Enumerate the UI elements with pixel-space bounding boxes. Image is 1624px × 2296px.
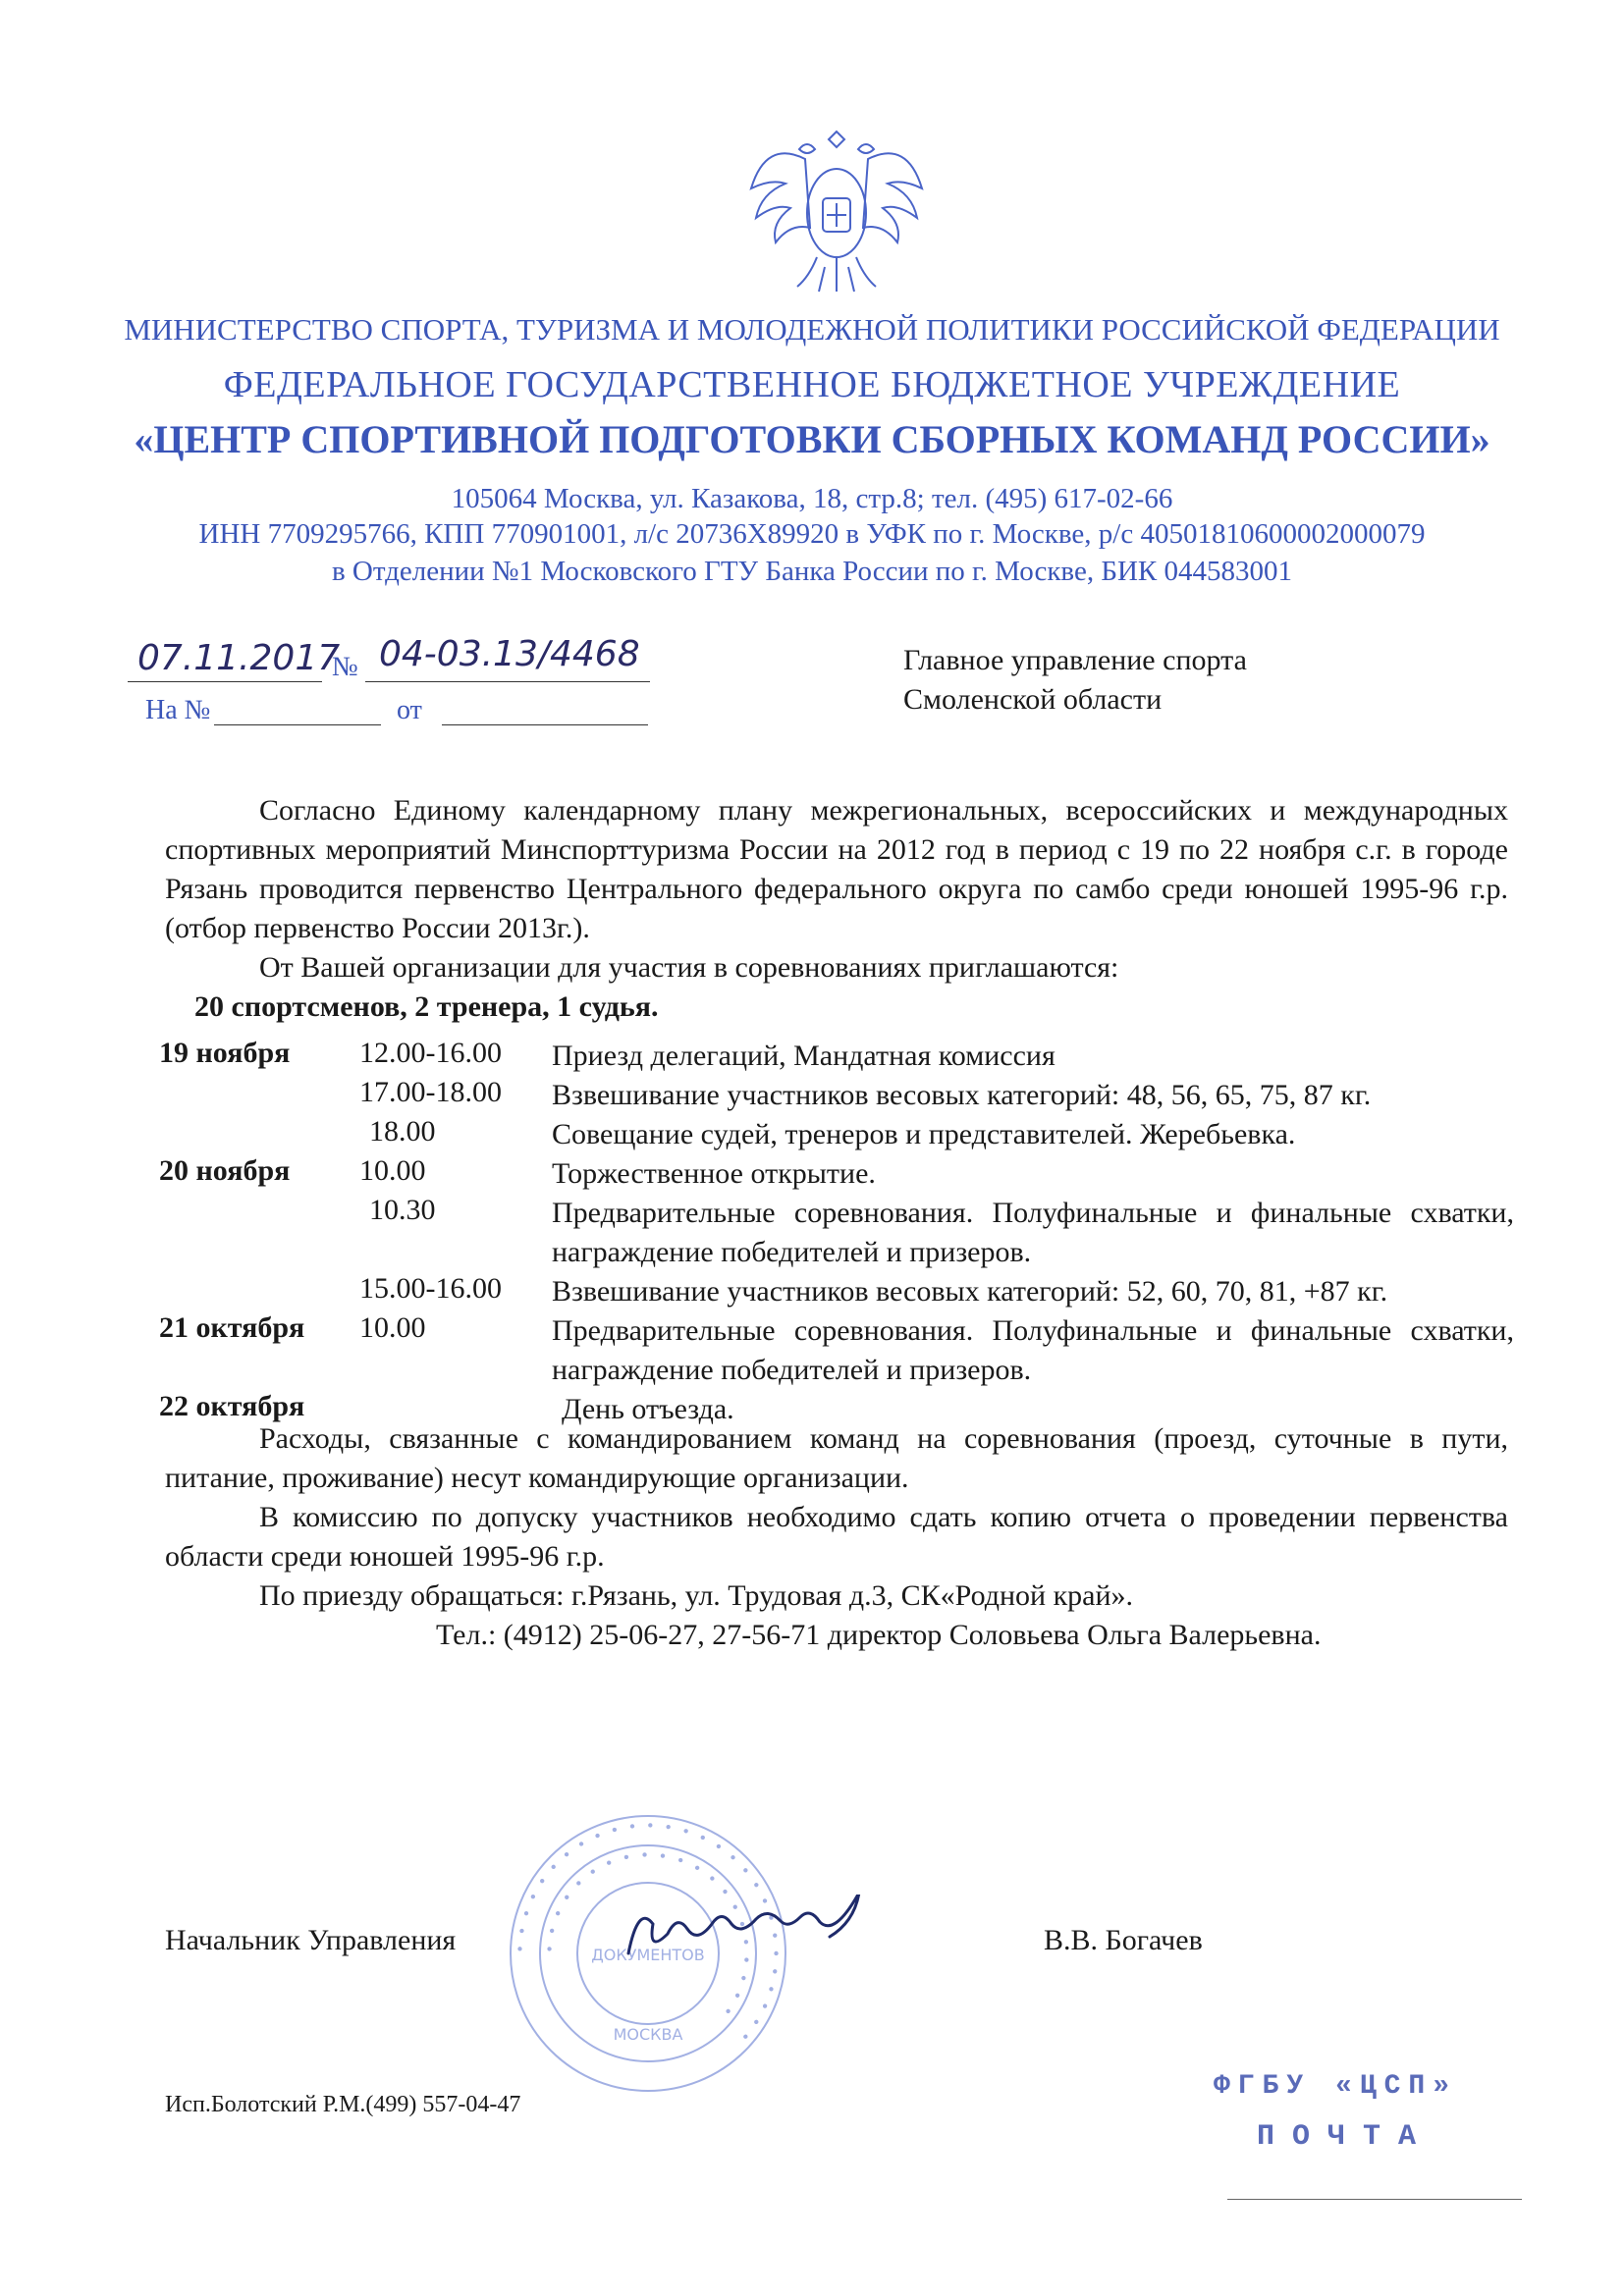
stamp-center-text: ДОКУМЕНТОВ bbox=[591, 1946, 705, 1964]
handwritten-signature bbox=[619, 1895, 884, 1973]
signatory-title: Начальник Управления bbox=[165, 1924, 457, 1956]
institution-name: «ЦЕНТР СПОРТИВНОЙ ПОДГОТОВКИ СБОРНЫХ КОМАНД РОССИИ» bbox=[134, 417, 1490, 461]
schedule-time: 10.00 bbox=[359, 1154, 426, 1187]
schedule-description: День отъезда. bbox=[562, 1393, 734, 1425]
event-schedule bbox=[159, 1037, 1514, 1429]
institution-type: ФЕДЕРАЛЬНОЕ ГОСУДАРСТВЕННОЕ БЮДЖЕТНОЕ УЧРЕЖДЕНИЕ bbox=[223, 364, 1401, 405]
participants-count: 20 спортсменов, 2 тренера, 1 судья. bbox=[194, 990, 659, 1023]
schedule-date: 22 октября bbox=[159, 1390, 305, 1422]
ministry-name: МИНИСТЕРСТВО СПОРТА, ТУРИЗМА И МОЛОДЕЖНОЙ ПОЛИТИКИ РОССИЙСКОЙ ФЕДЕРАЦИИ bbox=[124, 312, 1500, 347]
schedule-description: Приезд делегаций, Мандатная комиссия bbox=[552, 1040, 1056, 1072]
bank-requisites-line1: ИНН 7709295766, КПП 770901001, л/с 20736Х89920 в УФК по г. Москве, р/с 40501810600002000079 bbox=[198, 518, 1426, 550]
schedule-row bbox=[159, 1154, 1514, 1194]
contact-phone: Тел.: (4912) 25-06-27, 27-56-71 директор Соловьева Ольга Валерьевна. bbox=[436, 1619, 1322, 1651]
schedule-description: Предварительные соревнования. Полуфинальные и финальные схватки, награждение победителей и призеров. bbox=[552, 1314, 1514, 1386]
outgoing-date: 07.11.2017 bbox=[137, 638, 341, 678]
from-label: от bbox=[397, 695, 422, 725]
schedule-date: 20 ноября bbox=[159, 1154, 291, 1187]
svg-text:• • • • • • • • • • • • • • •: • • • • • • • • • • • • • • • • • • • • • bbox=[540, 1845, 756, 2022]
schedule-row bbox=[159, 1194, 1514, 1272]
commission-paragraph: В комиссию по допуску участников необходимо сдать копию отчета о проведении первенства области среди юношей 1995-96 г.р. bbox=[165, 1501, 1508, 1573]
reply-to-label: На № bbox=[145, 695, 211, 725]
coat-of-arms-emblem bbox=[746, 120, 927, 301]
schedule-date: 21 октября bbox=[159, 1311, 305, 1344]
addressee-line2: Смоленской области bbox=[903, 683, 1163, 716]
schedule-time: 17.00-18.00 bbox=[359, 1076, 502, 1108]
schedule-row bbox=[159, 1272, 1514, 1311]
schedule-description: Совещание судей, тренеров и представителей. Жеребьевка. bbox=[552, 1118, 1296, 1150]
schedule-time: 12.00-16.00 bbox=[359, 1037, 502, 1069]
schedule-description: Взвешивание участников весовых категорий: 52, 60, 70, 81, +87 кг. bbox=[552, 1275, 1388, 1308]
closing-section bbox=[165, 1419, 1508, 1655]
signatory-name: В.В. Богачев bbox=[1044, 1924, 1203, 1956]
invitation-paragraph: От Вашей организации для участия в соревнованиях приглашаются: bbox=[259, 951, 1119, 984]
executor-contact: Исп.Болотский Р.М.(499) 557-04-47 bbox=[165, 2092, 521, 2117]
svg-text:• • • • • • • • • • • • • • •: • • • • • • • • • • • • • • • • • • • • • • • • • • • • bbox=[511, 1816, 785, 2048]
number-label: № bbox=[332, 652, 358, 682]
postmark-line1: ФГБУ «ЦСП» bbox=[1214, 2071, 1458, 2102]
schedule-row bbox=[159, 1115, 1514, 1154]
schedule-row bbox=[159, 1311, 1514, 1390]
expenses-paragraph: Расходы, связанные с командированием команд на соревнования (проезд, суточные в пути, питание, проживание) несут командирующие организации. bbox=[165, 1422, 1508, 1494]
contact-paragraph: По приезду обращаться: г.Рязань, ул. Трудовая д.3, СК«Родной край». bbox=[259, 1579, 1134, 1612]
addressee-line1: Главное управление спорта bbox=[903, 644, 1247, 676]
incoming-mail-postmark bbox=[1208, 2071, 1542, 2209]
schedule-row bbox=[159, 1076, 1514, 1115]
bank-requisites-line2: в Отделении №1 Московского ГТУ Банка России по г. Москве, БИК 044583001 bbox=[331, 556, 1293, 587]
intro-paragraph: Согласно Единому календарному плану межрегиональных, всероссийских и международных спортивных мероприятий Минспорттуризма России на 2012 год в период с 19 по 22 ноября с.г. в городе Рязань проводится первенство Центрального федерального округа по самбо среди юношей 1995-96 г.р. (отбор первенство России 2013г.). bbox=[165, 794, 1508, 944]
stamp-bottom-text: МОСКВА bbox=[613, 2025, 683, 2044]
schedule-time: 18.00 bbox=[369, 1115, 436, 1148]
schedule-description: Взвешивание участников весовых категорий: 48, 56, 65, 75, 87 кг. bbox=[552, 1079, 1372, 1111]
schedule-time: 15.00-16.00 bbox=[359, 1272, 502, 1305]
schedule-description: Предварительные соревнования. Полуфинальные и финальные схватки, награждение победителей и призеров. bbox=[552, 1197, 1514, 1268]
schedule-description: Торжественное открытие. bbox=[552, 1157, 876, 1190]
postmark-line2: ПОЧТА bbox=[1257, 2120, 1435, 2154]
schedule-date: 19 ноября bbox=[159, 1037, 291, 1069]
letter-body bbox=[165, 791, 1508, 1027]
schedule-time: 10.30 bbox=[369, 1194, 436, 1226]
institution-address: 105064 Москва, ул. Казакова, 18, стр.8; тел. (495) 617-02-66 bbox=[451, 483, 1173, 514]
schedule-row bbox=[159, 1037, 1514, 1076]
outgoing-number: 04-03.13/4468 bbox=[379, 634, 640, 674]
schedule-time: 10.00 bbox=[359, 1311, 426, 1344]
